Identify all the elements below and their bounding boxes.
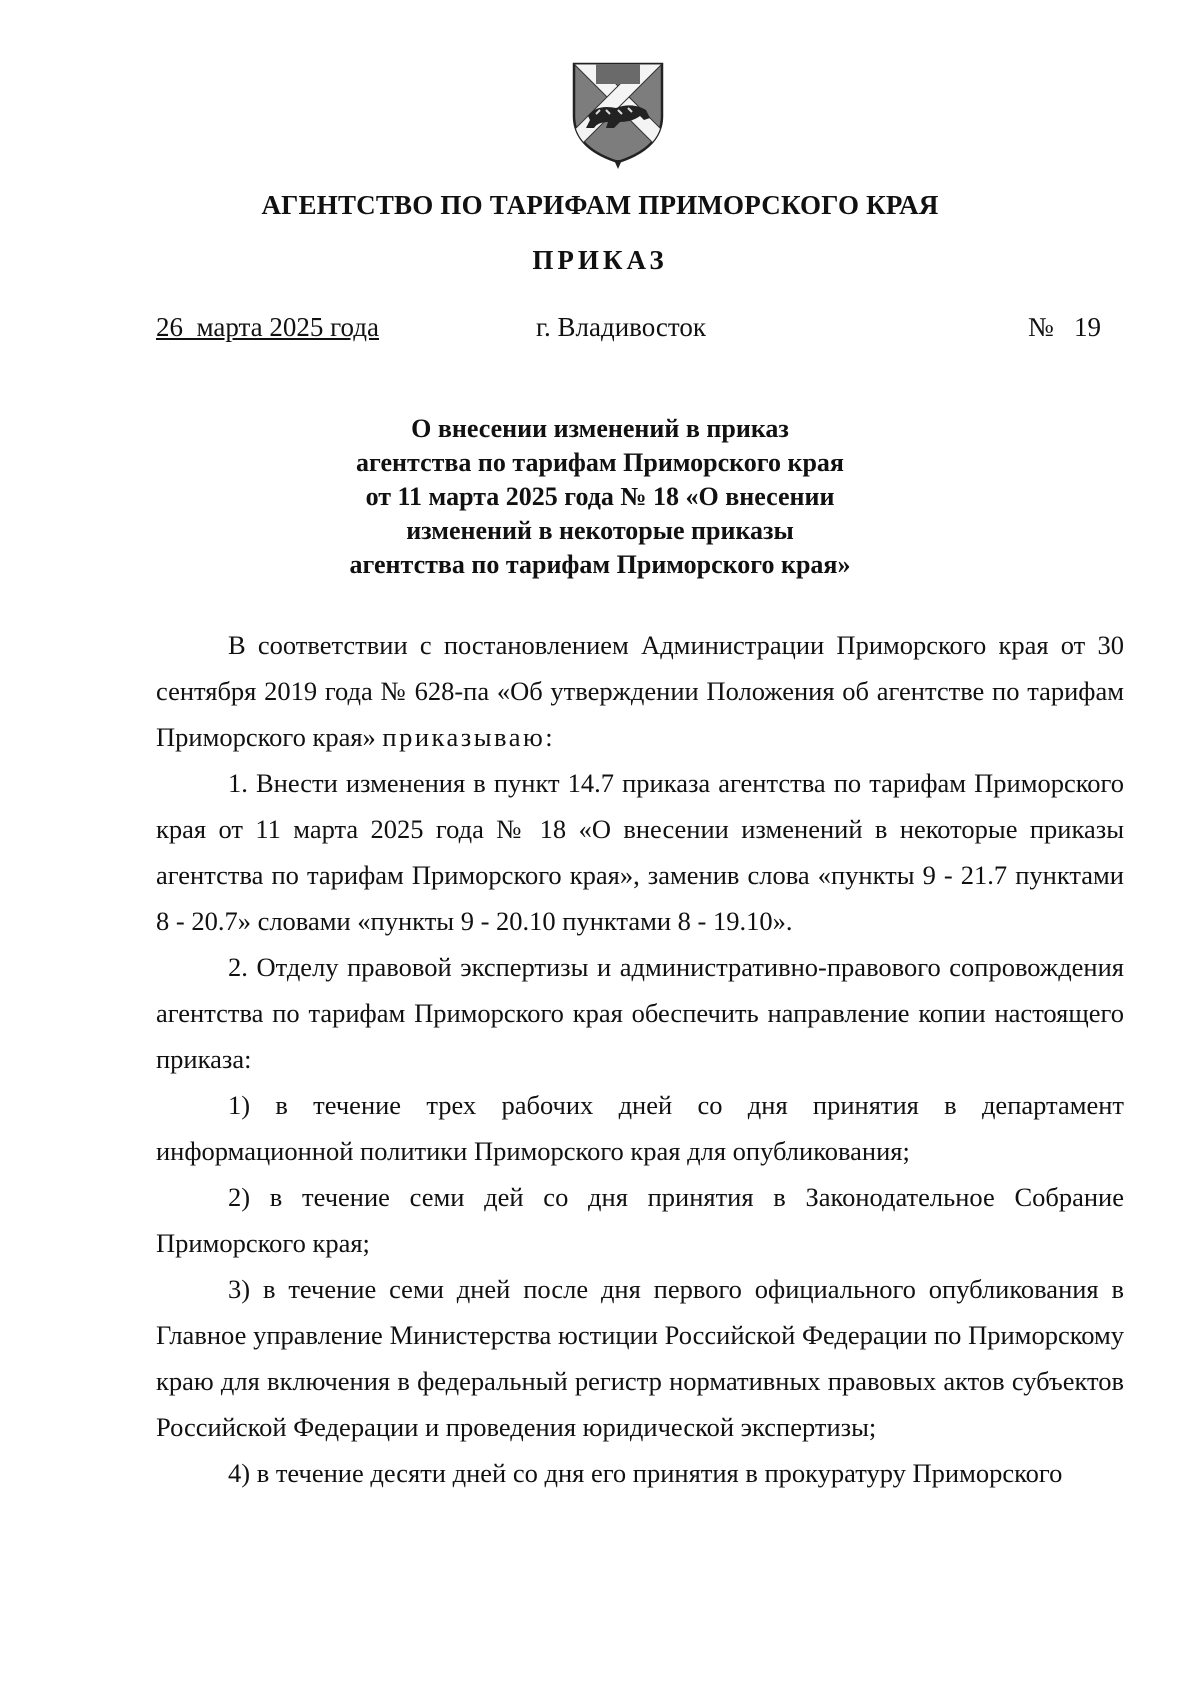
document-city: г. Владивосток <box>536 312 706 342</box>
subject-line-4: изменений в некоторые приказы <box>406 516 794 545</box>
document-subject <box>300 412 900 582</box>
subject-line-3: от 11 марта 2025 года № 18 «О внесении <box>365 482 835 511</box>
paragraph-2-item-2: 2) в течение семи дей со дня принятия в Законодательное Собрание Приморского края; <box>156 1182 1124 1258</box>
paragraph-2: 2. Отделу правовой экспертизы и административно-правового сопровождения агентства по тарифам Приморского края обеспечить направление копии настоящего приказа: <box>156 952 1124 1074</box>
document-date: 26 марта 2025 года <box>156 312 379 342</box>
paragraph-preamble <box>156 622 1124 760</box>
paragraph-2-item-4: 4) в течение десяти дней со дня его принятия в прокуратуру Приморского <box>228 1458 1063 1488</box>
preamble-text: В соответствии с постановлением Администрации Приморского края от 30 сентября 2019 года № 628-па «Об утверждении Положения об агентстве по тарифам Приморского края» <box>156 630 1124 752</box>
paragraph-2-item-1: 1) в течение трех рабочих дней со дня принятия в департамент информационной политики Приморского края для опубликования; <box>156 1090 1124 1166</box>
document-type: ПРИКАЗ <box>532 245 668 275</box>
subject-line-1: О внесении изменений в приказ <box>411 414 789 443</box>
paragraph-1: 1. Внести изменения в пункт 14.7 приказа агентства по тарифам Приморского края от 11 марта 2025 года № 18 «О внесении изменений в некоторые приказы агентства по тарифам Приморского края», заменив слова «пункты 9 - 21.7 пунктами 8 - 20.7» словами «пункты 9 - 20.10 пунктами 8 - 19.10». <box>156 768 1124 936</box>
document-body <box>156 622 1124 1496</box>
paragraph-2-item-3: 3) в течение семи дней после дня первого официального опубликования в Главное управление Министерства юстиции Российской Федерации по Приморскому краю для включения в федеральный регистр нормативных правовых актов субъектов Российской Федерации и проведения юридической экспертизы; <box>156 1274 1124 1442</box>
subject-line-5: агентства по тарифам Приморского края» <box>349 550 851 579</box>
agency-title: АГЕНТСТВО ПО ТАРИФАМ ПРИМОРСКОГО КРАЯ <box>261 190 939 220</box>
preamble-order-word: приказываю: <box>382 722 556 752</box>
coat-of-arms-icon <box>566 58 670 170</box>
document-number: № 19 <box>1028 312 1102 342</box>
subject-line-2: агентства по тарифам Приморского края <box>356 448 844 477</box>
